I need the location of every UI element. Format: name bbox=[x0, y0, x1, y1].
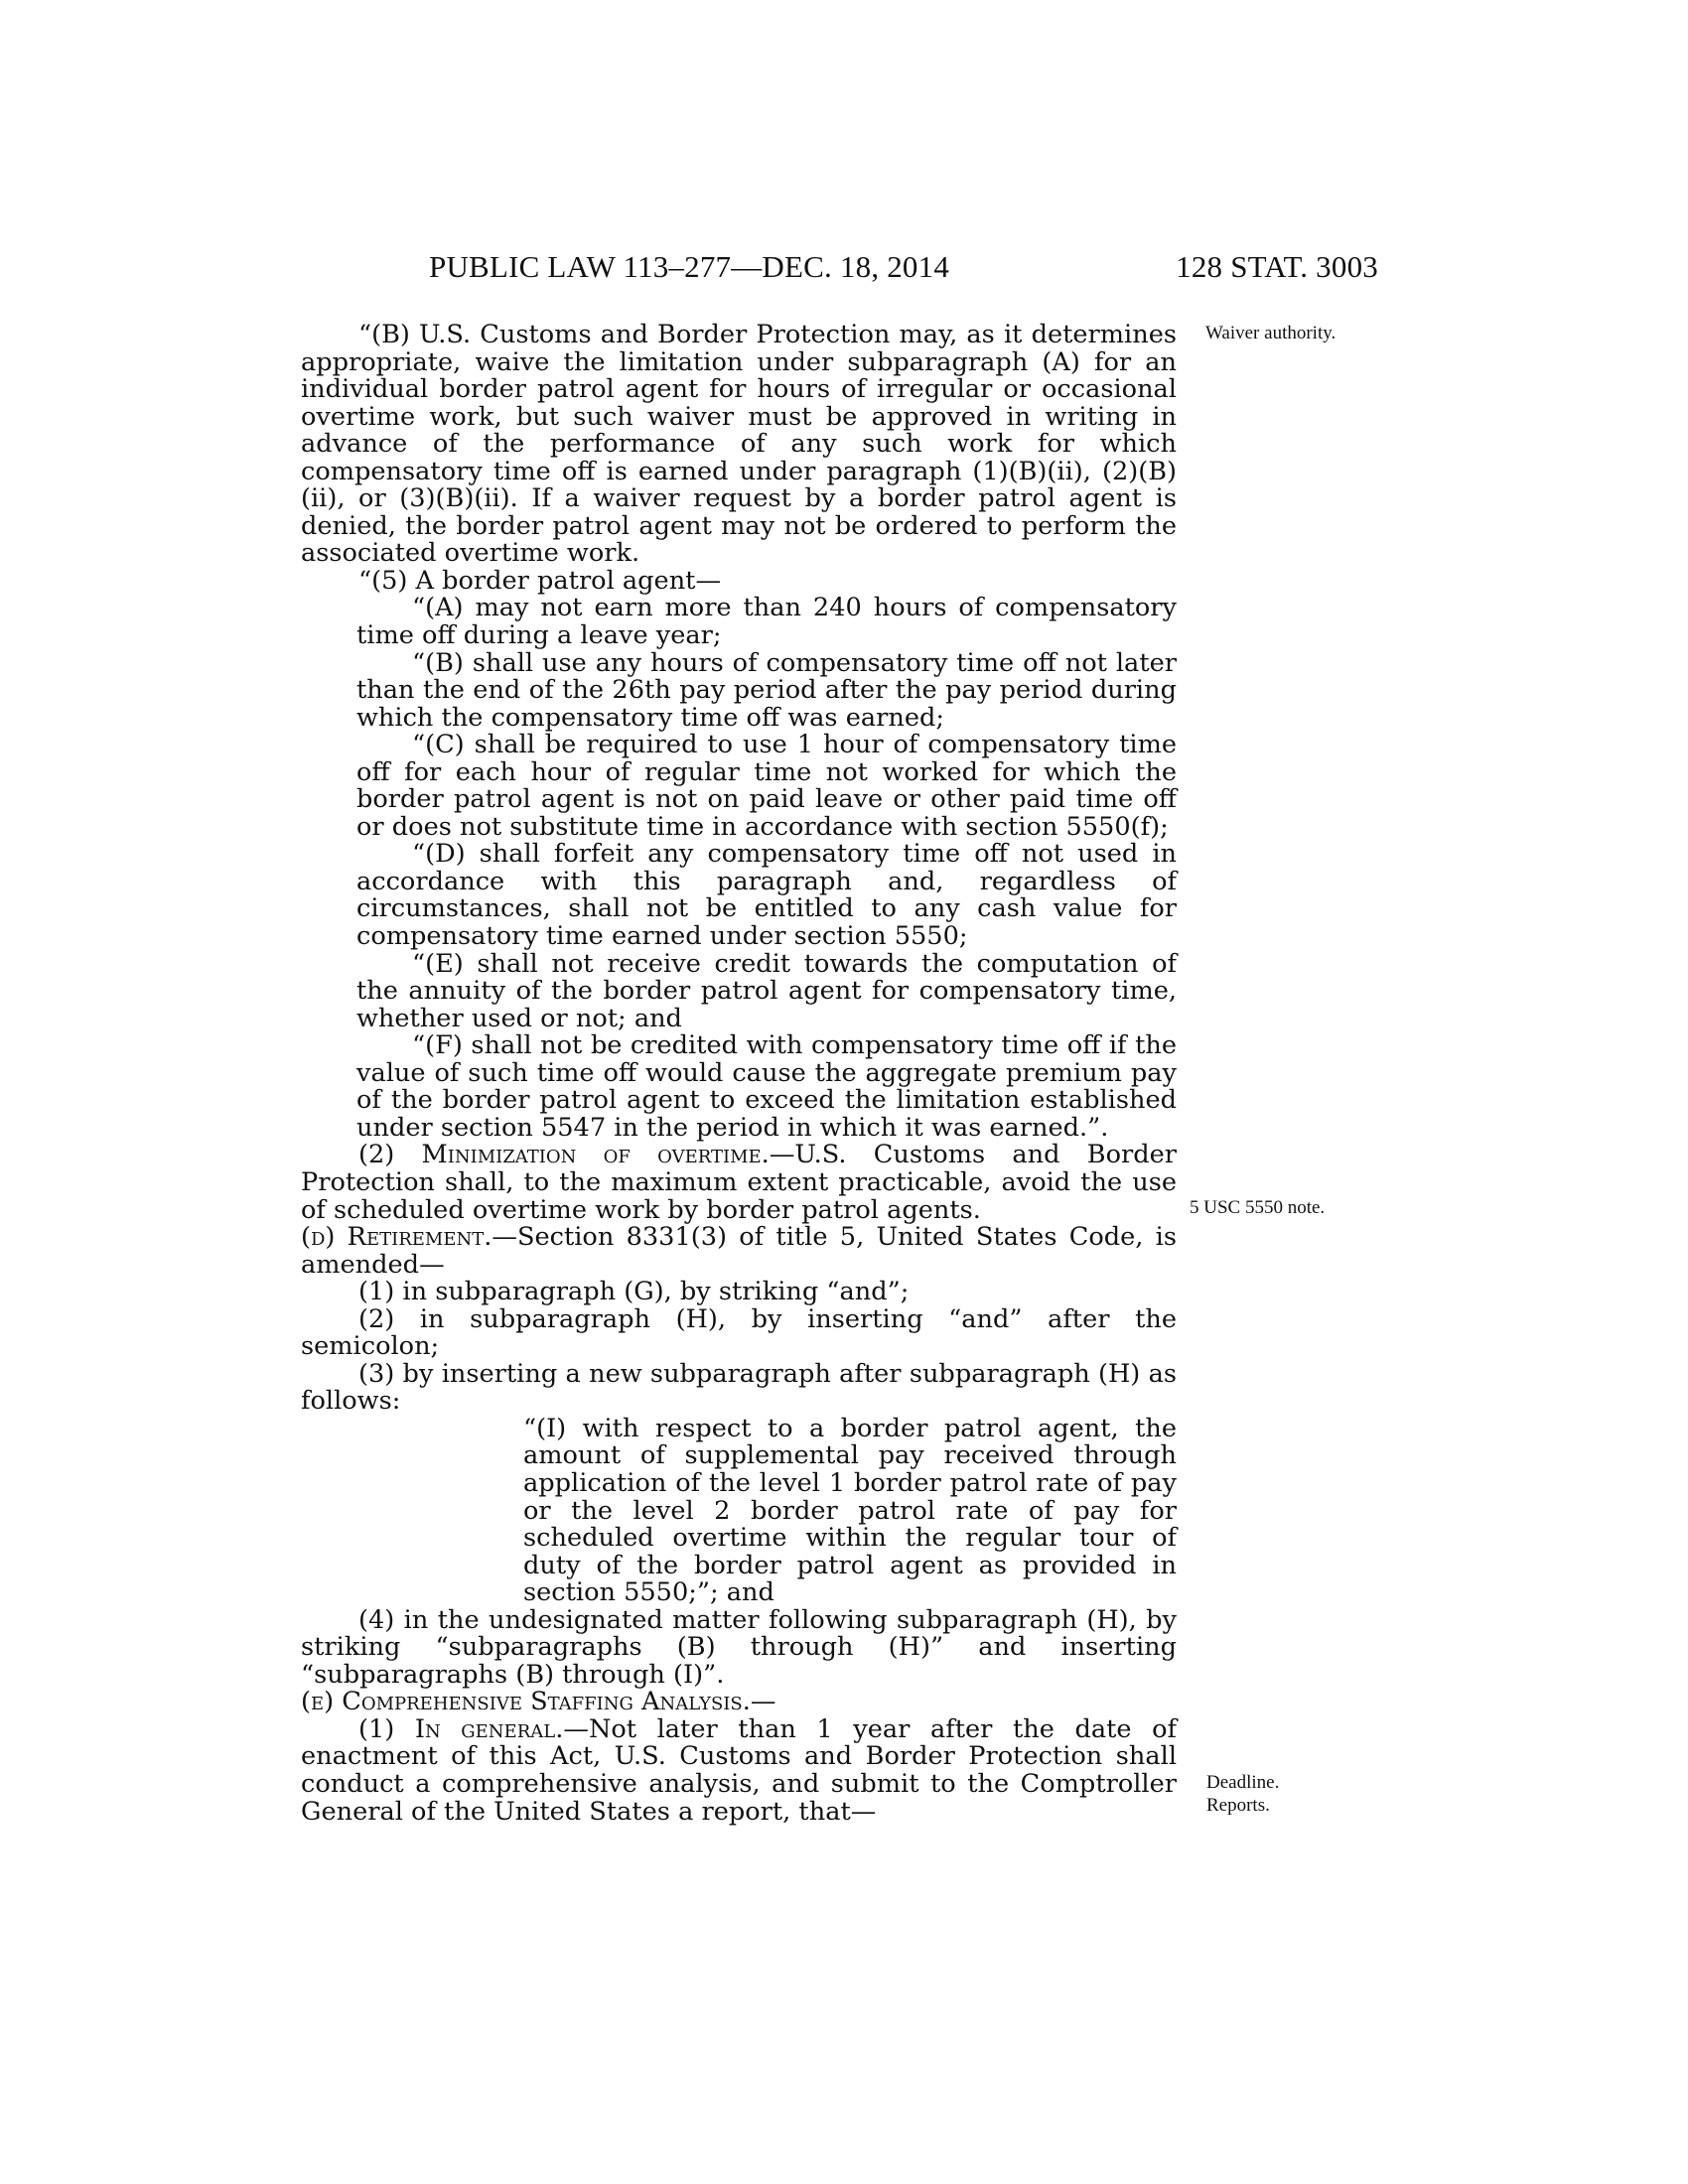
margin-note-reports: Reports. bbox=[1206, 1795, 1270, 1816]
paragraph-d3-i: “(I) with respect to a border patrol agent, the amount of supplemental pay received through application of the level 1 border patrol rate of pay or the level 2 border patrol rate of pay for scheduled overtime within the regular tour of duty of the border patrol agent as provided in section 5550;”; and bbox=[523, 1413, 1177, 1608]
heading-minimization: (2) Minimization of overtime. bbox=[358, 1140, 770, 1170]
paragraph-c2 bbox=[301, 1142, 1177, 1224]
paragraph-5d: “(D) shall forfeit any compensatory time off not used in accordance with this paragraph and, regardless of circumstances, shall not be entitled to any cash value for compensatory time earned under section 5550; bbox=[356, 839, 1177, 952]
text-minimization: —U.S. Customs and Border Protection shall, to the maximum extent practicable, avoid the use of scheduled overtime work by border patrol agents. bbox=[301, 1140, 1177, 1225]
dash-staffing: — bbox=[750, 1687, 776, 1717]
paragraph-5: “(5) A border patrol agent— bbox=[358, 565, 722, 596]
heading-retirement: (d) Retirement. bbox=[301, 1222, 492, 1253]
margin-note-usc: 5 USC 5550 note. bbox=[1190, 1197, 1326, 1218]
margin-note-waiver: Waiver authority. bbox=[1205, 323, 1336, 343]
paragraph-e1 bbox=[301, 1713, 1177, 1827]
paragraph-d1: (1) in subparagraph (G), by striking “and”; bbox=[358, 1277, 910, 1307]
heading-staffing: (e) Comprehensive Staffing Analysis. bbox=[301, 1687, 751, 1717]
paragraph-5a: “(A) may not earn more than 240 hours of compensatory time off during a leave year; bbox=[356, 593, 1177, 651]
paragraph-b-waiver: “(B) U.S. Customs and Border Protection may, as it determines appropriate, waive the limitation under subparagraph (A) for an individual border patrol agent for hours of irregular or occasional overtime work, but such waiver must be approved in writing in advance of the performance of any such work for which compensatory time off is earned under paragraph (1)(B)(ii), (2)(B)(ii), or (3)(B)(ii). If a waiver request by a border patrol agent is denied, the border patrol agent may not be ordered to perform the associated overtime work. bbox=[301, 320, 1177, 569]
paragraph-e bbox=[301, 1689, 1177, 1716]
paragraph-5c: “(C) shall be required to use 1 hour of compensatory time off for each hour of regular time not worked for which the border patrol agent is not on paid leave or other paid time off or does not substitute time in accordance with section 5550(f); bbox=[356, 730, 1177, 842]
heading-in-general: (1) In general. bbox=[358, 1713, 564, 1744]
paragraph-d bbox=[301, 1224, 1177, 1279]
running-head-left: PUBLIC LAW 113–277—DEC. 18, 2014 bbox=[429, 249, 950, 284]
text-retirement: —Section 8331(3) of title 5, United States Code, is amended— bbox=[301, 1222, 1177, 1280]
paragraph-d3: (3) by inserting a new subparagraph after subparagraph (H) as follows: bbox=[301, 1358, 1177, 1417]
running-head-right: 128 STAT. 3003 bbox=[1176, 249, 1378, 284]
paragraph-d2: (2) in subparagraph (H), by inserting “and” after the semicolon; bbox=[301, 1303, 1177, 1362]
paragraph-d4: (4) in the undesignated matter following subparagraph (H), by striking “subparagraphs (B) through (H)” and inserting “subparagraphs (B) through (I)”. bbox=[301, 1604, 1177, 1690]
paragraph-5e: “(E) shall not receive credit towards the computation of the annuity of the border patrol agent for compensatory time, whether used or not; and bbox=[356, 948, 1177, 1033]
statute-body bbox=[301, 322, 1177, 1826]
paragraph-5f: “(F) shall not be credited with compensatory time off if the value of such time off would cause the aggregate premium pay of the border patrol agent to exceed the limitation established under section 5547 in the period in which it was earned.”. bbox=[356, 1030, 1177, 1143]
paragraph-5b: “(B) shall use any hours of compensatory time off not later than the end of the 26th pay period after the pay period during which the compensatory time off was earned; bbox=[356, 647, 1177, 733]
text-in-general: —Not later than 1 year after the date of enactment of this Act, U.S. Customs and Border Protection shall conduct a comprehensive analysis, and submit to the Comptroller General of the United States a report, that— bbox=[301, 1713, 1177, 1827]
margin-note-deadline: Deadline. bbox=[1206, 1772, 1280, 1793]
